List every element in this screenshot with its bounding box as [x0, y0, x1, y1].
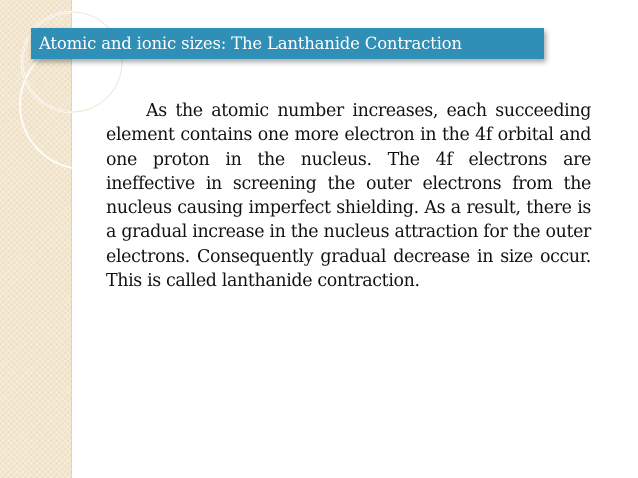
- slide-title: Atomic and ionic sizes: The Lanthanide Contraction: [39, 34, 462, 53]
- slide-body-paragraph: As the atomic number increases, each succeeding element contains one more electron in the 4f orbital and one proton in the nucleus. The 4f electrons are ineffective in screening the outer electrons from the nucleus causing imperfect shielding. As a result, there is a gradual increase in the nucleus attraction for the outer electrons. Consequently gradual decrease in size occur. This is called lanthanide contraction.: [106, 101, 591, 292]
- slide-title-bar: [31, 28, 544, 59]
